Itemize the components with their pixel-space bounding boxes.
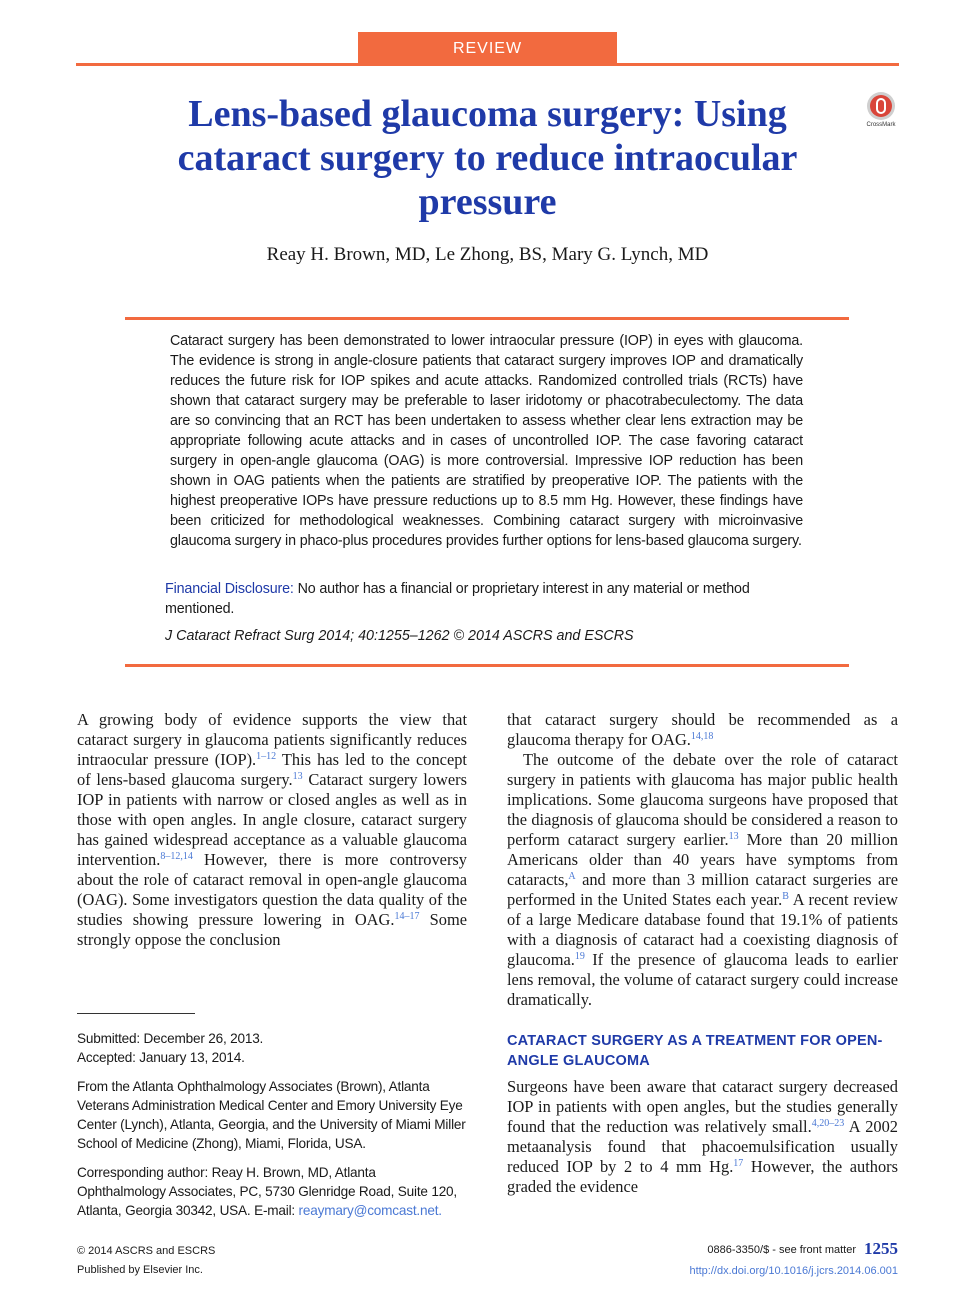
crossmark-label: CrossMark (866, 122, 896, 128)
issn: 0886-3350/$ - see front matter (707, 1244, 856, 1256)
affiliations: From the Atlanta Ophthalmology Associates (Brown), Atlanta Veterans Administration Medical Center and Emory University Eye Center (Lynch), Atlanta, Georgia, and the University of Miami Miller School of Medicine (Zhong), Miami, Florida, USA. (77, 1079, 466, 1151)
article-title: Lens-based glaucoma surgery: Using cataract surgery to reduce intraocular pressure (177, 93, 798, 223)
footer-left (77, 1242, 215, 1280)
abstract-top-divider (125, 317, 849, 320)
article-footnotes (77, 1029, 467, 1230)
publisher: Published by Elsevier Inc. (77, 1264, 203, 1276)
reference-link[interactable]: 8–12,14 (160, 851, 193, 862)
reference-link[interactable]: B (782, 891, 789, 902)
section-label: REVIEW (452, 40, 523, 57)
footnote-divider (77, 1013, 195, 1014)
section-tab (358, 32, 617, 63)
reference-link[interactable]: 14–17 (394, 911, 420, 922)
body-paragraph: A growing body of evidence supports the view that cataract surgery in glaucoma patients significantly reduces intraocular pressure (IOP).$^{1-12}$ This has led to the concept of lens-based glaucoma surgery.$^{13}$ Cataract surgery lowers IOP in patients with narrow or closed angles as well as in those with open angles. In angle closure, cataract surgery has gained widespread acceptance as a valuable glaucoma intervention.$^{8-12,14}$ However, there is more controversy about the role of cataract removal in open-angle glaucoma (OAG). Some investigators question the data quality of the studies showing pressure lowering in OAG.$^{14-17}$ Some strongly oppose the conclusion (77, 710, 467, 949)
reference-link[interactable]: 13 (728, 831, 739, 842)
accepted-date: Accepted: January 13, 2014. (77, 1050, 245, 1065)
body-column-right (507, 710, 898, 1197)
corresponding-author: Corresponding author: Reay H. Brown, MD, Atlanta Ophthalmology Associates, PC, 5730 Glenridge Road, Suite 120, Atlanta, Georgia 30342, USA. E-mail: reaymary@comcast.net. (77, 1165, 457, 1218)
email-link[interactable]: reaymary@comcast.net. (298, 1203, 442, 1218)
abstract-text: Cataract surgery has been demonstrated to lower intraocular pressure (IOP) in eyes with glaucoma. The evidence is strong in angle-closure patients that cataract surgery improves IOP and dramatically reduces the future risk for IOP spikes and acute attacks. Randomized controlled trials (RCTs) have shown that cataract surgery may be preferable to laser iridotomy or phacotrabeculectomy. The data are so convincing that an RCT has been undertaken to assess whether clear lens extraction may be appropriate following acute attacks and in cases of uncontrolled IOP. The case favoring cataract surgery in open-angle glaucoma (OAG) is more controversial. Impressive IOP reduction has been shown in OAG patients when the patients are stratified by preoperative IOP. The patients with the highest preoperative IOPs have pressure reductions up to 8.5 mm Hg. However, these findings have been criticized for methodological weaknesses. Combining cataract surgery with microinvasive glaucoma surgery in phaco-plus procedures provides further options for lens-based glaucoma surgery. (170, 333, 803, 549)
page-number: 1255 (864, 1239, 898, 1258)
author-list: Reay H. Brown, MD, Le Zhong, BS, Mary G. Lynch, MD (266, 244, 709, 265)
body-paragraph: that cataract surgery should be recommended as a glaucoma therapy for OAG.$^{14,18}$ (507, 710, 898, 749)
reference-link[interactable]: 1–12 (256, 751, 277, 762)
reference-link[interactable]: 17 (733, 1158, 744, 1169)
disclosure-label: Financial Disclosure: (165, 581, 294, 597)
journal-citation: J Cataract Refract Surg 2014; 40:1255–1262 © 2014 ASCRS and ESCRS (165, 628, 634, 644)
footer-right (689, 1238, 898, 1282)
reference-link[interactable]: A (568, 871, 576, 882)
body-paragraph: Surgeons have been aware that cataract surgery decreased IOP in patients with open angles, but the studies generally found that the reduction was relatively small.$^{4,20-23}$ A 2002 metaanalysis found that phacoemulsification usually reduced IOP by 2 to 4 mm Hg.$^{17}$ However, the authors graded the evidence (507, 1077, 898, 1196)
doi-link[interactable]: http://dx.doi.org/10.1016/j.jcrs.2014.06.001 (689, 1265, 898, 1277)
reference-link[interactable]: 4,20–23 (811, 1118, 845, 1129)
section-heading: CATARACT SURGERY AS A TREATMENT FOR OPEN-ANGLE GLAUCOMA (507, 1033, 883, 1069)
body-paragraph: The outcome of the debate over the role of cataract surgery in patients with glaucoma has major public health implications. Some glaucoma surgeons have proposed that the diagnosis of glaucoma should be considered a reason to perform cataract surgery earlier.$^{13}$ More than 20 million Americans older than 40 years have symptoms from cataracts,$^A$ and more than 3 million cataract surgeries are performed in the United States each year.$^B$ A recent review of a large Medicare database found that 19.1% of patients with a diagnosis of cataract had a coexisting diagnosis of glaucoma.$^{19}$ If the presence of glaucoma leads to earlier lens removal, the volume of cataract surgery could increase dramatically. (507, 750, 898, 1009)
reference-link[interactable]: 13 (292, 771, 303, 782)
body-column-left (77, 710, 467, 950)
reference-link[interactable]: 19 (574, 951, 585, 962)
submitted-date: Submitted: December 26, 2013. (77, 1031, 264, 1046)
disclosure-text: No author has a financial or proprietary interest in any material or method mentioned. (165, 581, 750, 617)
financial-disclosure (165, 579, 808, 619)
reference-link[interactable]: 14,18 (690, 731, 714, 742)
header-divider (76, 63, 899, 66)
copyright-notice: © 2014 ASCRS and ESCRS (77, 1245, 216, 1257)
abstract-bottom-divider (125, 664, 849, 667)
